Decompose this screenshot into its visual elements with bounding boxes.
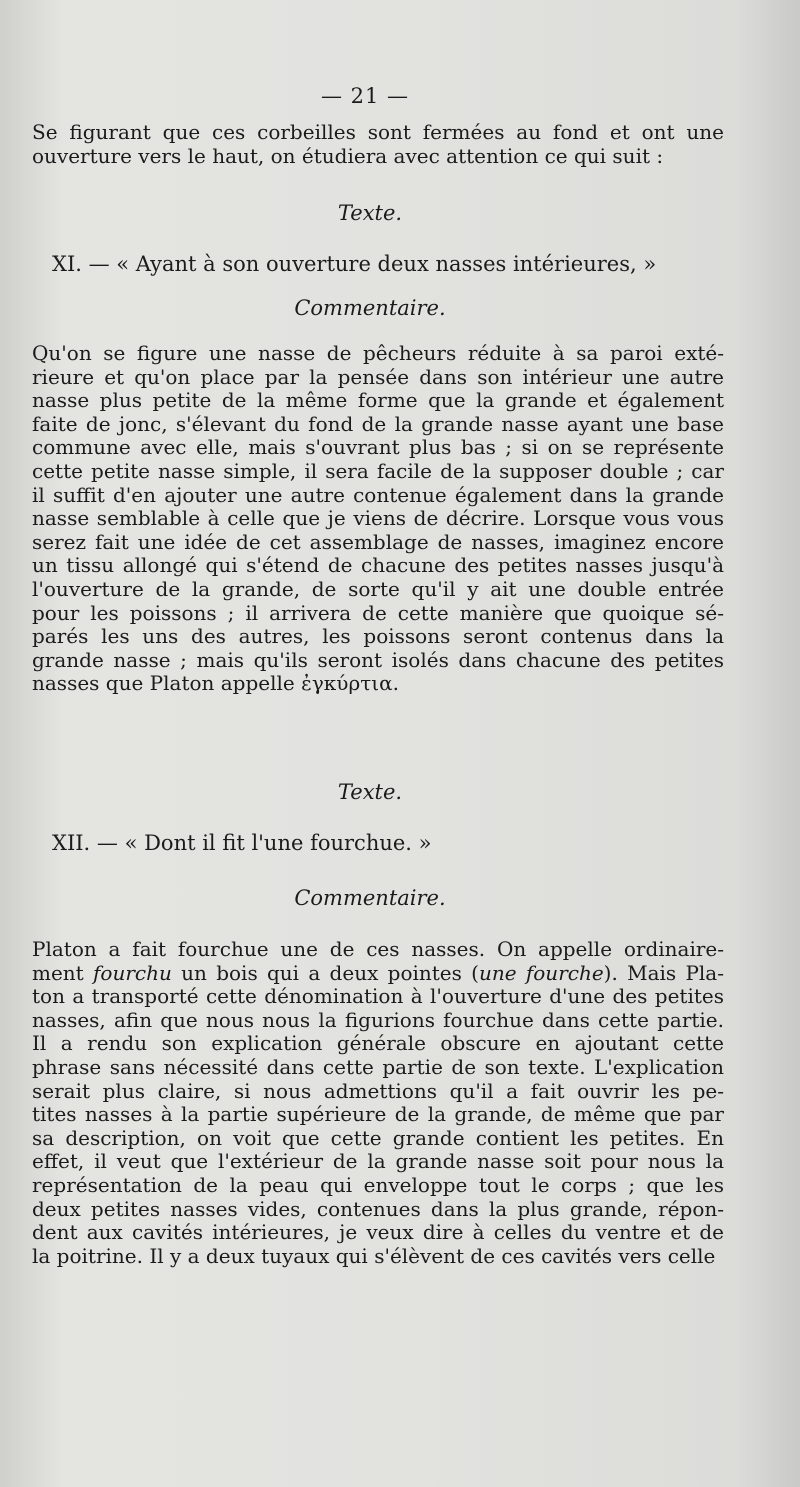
text-line: cette petite nasse simple, il sera facile de la supposer double ; car (32, 458, 724, 483)
commentaire-heading-xi: Commentaire. (294, 296, 446, 320)
text-line: la poitrine. Il y a deux tuyaux qui s'élèvent de ces cavités vers celle (32, 1243, 716, 1268)
text-line: nasse semblable à celle que je viens de décrire. Lorsque vous vous (32, 506, 724, 531)
text-line: il suffit d'en ajouter une autre contenue également dans la grande (32, 482, 724, 507)
text-line: deux petites nasses vides, contenues dans la plus grande, répon- (32, 1196, 724, 1221)
texte-heading-xi: Texte. (337, 201, 403, 225)
text-line: tites nasses à la partie supérieure de la grande, de même que par (32, 1102, 724, 1127)
text-line: Qu'on se figure une nasse de pêcheurs réduite à sa paroi exté- (32, 341, 724, 365)
text-line: sa description, on voit que cette grande contient les petites. En (32, 1125, 724, 1150)
text-line: serez fait une idée de cet assemblage de nasses, imaginez encore (32, 529, 724, 554)
text-line: pour les poissons ; il arrivera de cette manière que quoique sé- (32, 600, 724, 625)
text-line: nasse plus petite de la même forme que la grande et également (32, 388, 724, 413)
text-line: rieure et qu'on place par la pensée dans son intérieur une autre (32, 364, 724, 389)
text-line: dent aux cavités intérieures, je veux dire à celles du ventre et de (32, 1220, 724, 1245)
clause-xii: XII. — « Dont il fit l'une fourchue. » (52, 831, 432, 855)
text-line: commune avec elle, mais s'ouvrant plus bas ; si on se représente (32, 435, 724, 460)
commentaire-heading-xii: Commentaire. (294, 886, 446, 910)
text-line: effet, il veut que l'extérieur de la grande nasse soit pour nous la (32, 1149, 724, 1174)
text-line: parés les uns des autres, les poissons seront contenus dans la (32, 624, 724, 649)
text-line: faite de jonc, s'élevant du fond de la grande nasse ayant une base (32, 411, 724, 436)
text-line: serait plus claire, si nous admettions qu'il a fait ouvrir les pe- (32, 1078, 724, 1103)
text-line: ment fourchu un bois qui a deux pointes (une fourche). Mais Pla- (32, 960, 724, 985)
text-line: nasses que Platon appelle ἐγκύρτια. (32, 671, 399, 696)
page-number: — 21 — (320, 84, 410, 108)
text-line: Il a rendu son explication générale obscure en ajoutant cette (32, 1031, 724, 1056)
text-line: représentation de la peau qui enveloppe tout le corps ; que les (32, 1172, 724, 1197)
emphasis: fourchu (93, 960, 172, 985)
emphasis: une fourche (478, 960, 604, 985)
text-line: grande nasse ; mais qu'ils seront isolés dans chacune des petites (32, 647, 724, 672)
clause-xi: XI. — « Ayant à son ouverture deux nasses intérieures, » (52, 252, 657, 276)
text-line: un tissu allongé qui s'étend de chacune des petites nasses jusqu'à (32, 553, 724, 578)
text-line: Platon a fait fourchue une de ces nasses. On appelle ordinaire- (32, 937, 724, 961)
texte-heading-xii: Texte. (337, 780, 403, 804)
text-line: phrase sans nécessité dans cette partie de son texte. L'explication (32, 1054, 724, 1079)
text-line: ouverture vers le haut, on étudiera avec attention ce qui suit : (32, 143, 664, 168)
text-line: l'ouverture de la grande, de sorte qu'il y ait une double entrée (32, 576, 724, 601)
text-line: ton a transporté cette dénomination à l'ouverture d'une des petites (32, 984, 724, 1009)
intro-paragraph (32, 121, 724, 168)
text-line: Se figurant que ces corbeilles sont fermées au fond et ont une (32, 120, 724, 144)
text-line: nasses, afin que nous nous la figurions fourchue dans cette partie. (32, 1007, 724, 1032)
commentary-paragraph-xi (32, 342, 724, 696)
commentary-paragraph-xii (32, 938, 724, 1268)
